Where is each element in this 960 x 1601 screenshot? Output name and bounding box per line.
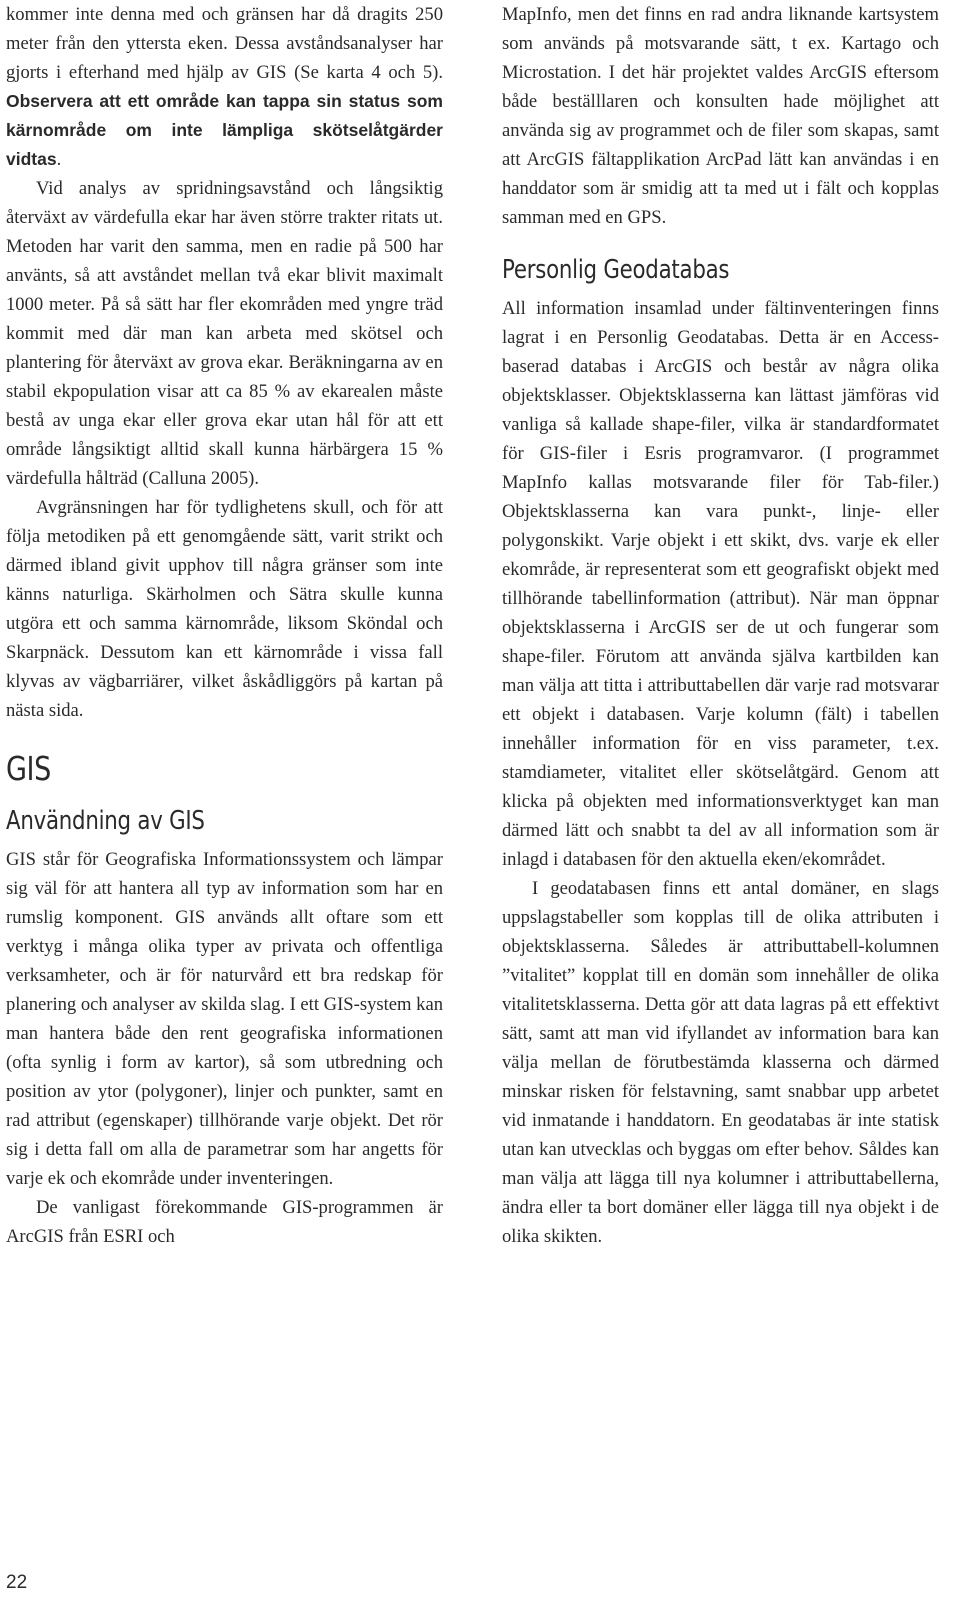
subheading-anvandning: Användning av GIS (6, 806, 205, 836)
page-number: 22 (6, 1572, 28, 1593)
paragraph-avstand (6, 0, 443, 174)
paragraph-domaner: I geodatabasen finns ett antal domäner, en slags uppslagstabeller som kopplas till de olika attributen i objektsklasserna. Således är attributtabell-kolumnen ”vitalitet” kopplat till en domän som innehåller de olika vitalitetsklasserna. Detta gör att data lagras på ett effektivt sätt, samt att man vid ifyllandet av information bara kan välja mellan de förutbestämda klasserna och därmed minskar risken för felstavning, samt snabbar upp arbetet vid inmatande i handdatorn. En geodatabas är inte statisk utan kan utvecklas och byggas om efter behov. Såldes kan man välja att lägga till nya kolumner i attributtabellerna, ändra eller ta bort domäner eller lägga till nya objekt i de olika skikten. (502, 878, 939, 1247)
emphasis-text: Observera att ett område kan tappa sin status som kärnområde om inte lämpliga skötselåtgärder vidtas (6, 91, 443, 169)
paragraph-mapinfo: MapInfo, men det finns en rad andra liknande kartsystem som används på motsvarande sätt, t ex. Kartago och Microstation. I det här projektet valdes ArcGIS eftersom både beställlaren och konsulten hade möjlighet att använda sig av programmet och de filer som skapas, samt att ArcGIS fältapplikation ArcPad lätt kan användas i en handdator som är smidig att ta med ut i fält och kopplas samman med en GPS. (502, 4, 939, 228)
paragraph-text: kommer inte denna med och gränsen har då dragits 250 meter från den yttersta eken. Dessa avståndsanalyser har gjorts i efterhand med hjälp av GIS (Se karta 4 och 5). (6, 4, 443, 83)
paragraph-avgransning: Avgränsningen har för tydlighetens skull, och för att följa metodiken på ett genomgående sätt, varit strikt och därmed ibland givit upphov till några gränser som inte känns naturliga. Skärholmen och Sätra skulle kunna utgöra ett och samma kärnområde, liksom Sköndal och Skarpnäck. Dessutom kan ett kärnområde i vissa fall klyvas av vägbarriärer, vilket åskådliggörs på kartan på nästa sida. (6, 497, 443, 721)
left-column (6, 0, 443, 1251)
paragraph-gis-program: De vanligast förekommande GIS-programmen är ArcGIS från ESRI och (6, 1197, 443, 1247)
paragraph-geodatabas: All information insamlad under fältinventeringen finns lagrat i en Personlig Geodatabas. Detta är en Access-baserad databas i ArcGIS och består av några olika objektsklasser. Objektsklasserna kan lättast jämföras vid vanliga så kallade shape-filer, vilka är standardformatet för GIS-filer i Esris programvaror. (I programmet MapInfo kallas motsvarande filer för Tab-filer.) Objektsklasserna kan vara punkt-, linje- eller polygonskikt. Varje objekt i ett skikt, dvs. varje ek eller ekområde, är representerat som ett geografiskt objekt med tillhörande tabellinformation (attribut). När man öppnar objektsklasserna i ArcGIS ser de ut och fungerar som shape-filer. Förutom att använda själva kartbilden kan man välja att titta i attributtabellen där varje rad motsvarar ett objekt i databasen. Varje kolumn (fält) i tabellen innehåller information för en viss parameter, t.ex. stamdiameter, vitalitet eller skötselåtgärd. Genom att klicka på objekten med informationsverktyget kan man därmed lätt och snabbt ta del av all information som är inlagd i databasen för den aktuella eken/ekområdet. (502, 298, 939, 870)
subheading-geodatabas: Personlig Geodatabas (502, 255, 730, 285)
paragraph-gis-definition: GIS står för Geografiska Informationssystem och lämpar sig väl för att hantera all typ av information som har en rumslig komponent. GIS används allt oftare som ett verktyg i många olika typer av privata och offentliga verksamheter, och är för naturvård ett bra redskap för planering och analyser av skilda slag. I ett GIS-system kan man hantera både den rent geografiska informationen (ofta synlig i form av kartor), så som utbredning och position av ytor (polygoner), linjer och punkter, samt en rad attribut (egenskaper) tillhörande varje objekt. Det rör sig i detta fall om alla de parametrar som har angetts för varje ek och ekområde under inventeringen. (6, 849, 443, 1189)
right-column (502, 0, 939, 1251)
paragraph-end: . (56, 149, 62, 170)
paragraph-spridning: Vid analys av spridningsavstånd och långsiktig återväxt av värdefulla ekar har även större trakter ritats ut. Metoden har varit den samma, men en radie på 500 har använts, så att avståndet mellan två ekar blivit maximalt 1000 meter. På så sätt har fler ekområden med yngre träd kommit med där man kan arbeta med skötsel och plantering för återväxt av grova ekar. Beräkningarna av en stabil ekpopulation visar att ca 85 % av ekarealen måste bestå av unga ekar eller grova ekar utan hål för att ett område långsiktigt alltid skall kunna härbärgera 15 % värdefulla hålträd (Calluna 2005). (6, 178, 443, 489)
section-heading-gis: GIS (6, 749, 51, 788)
